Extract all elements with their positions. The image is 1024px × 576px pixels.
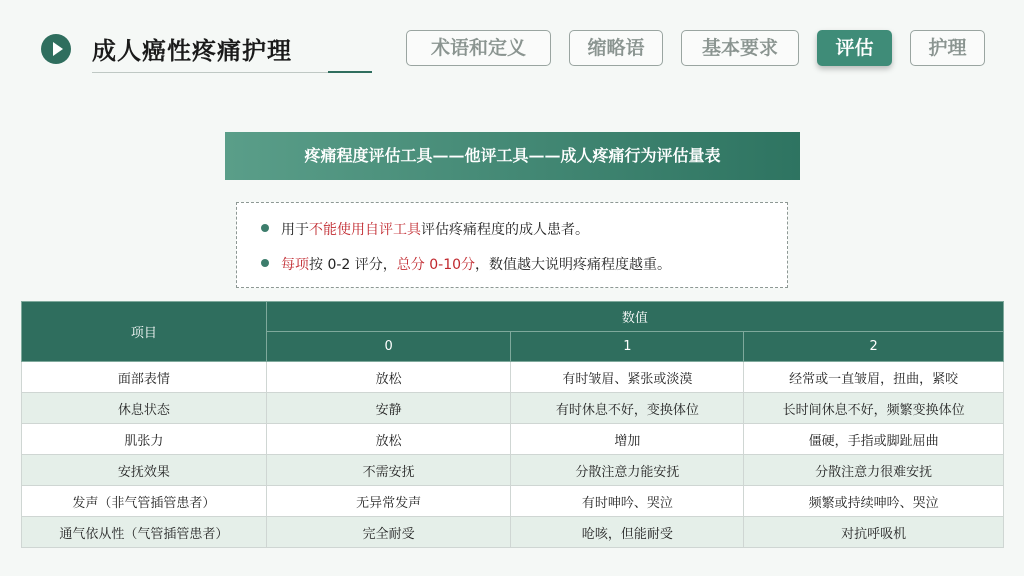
pain-scale-table bbox=[21, 301, 1004, 548]
cell-score-2: 僵硬，手指或脚趾屈曲 bbox=[744, 424, 1004, 455]
tab-nursing[interactable]: 护理 bbox=[910, 30, 985, 66]
bullet-icon bbox=[261, 224, 269, 232]
play-icon bbox=[41, 34, 71, 64]
cell-score-1: 分散注意力能安抚 bbox=[511, 455, 744, 486]
note-scoring-t1: 按 0-2 评分， bbox=[309, 257, 397, 273]
cell-item: 通气依从性（气管插管患者） bbox=[22, 517, 267, 548]
note-scoring-hl1: 每项 bbox=[281, 257, 309, 273]
note-usage-prefix: 用于 bbox=[281, 222, 309, 238]
cell-score-2: 对抗呼吸机 bbox=[744, 517, 1004, 548]
cell-item: 发声（非气管插管患者） bbox=[22, 486, 267, 517]
note-usage-suffix: 评估疼痛程度的成人患者。 bbox=[421, 222, 589, 238]
cell-score-1: 有时休息不好，变换体位 bbox=[511, 393, 744, 424]
tab-terms-definitions[interactable]: 术语和定义 bbox=[406, 30, 551, 66]
cell-score-0: 不需安抚 bbox=[266, 455, 511, 486]
cell-score-2: 分散注意力很难安抚 bbox=[744, 455, 1004, 486]
cell-score-2: 长时间休息不好，频繁变换体位 bbox=[744, 393, 1004, 424]
notes-box bbox=[236, 202, 788, 288]
note-scoring-t2: ，数值越大说明疼痛程度越重。 bbox=[475, 257, 672, 273]
note-usage-highlight: 不能使用自评工具 bbox=[309, 222, 421, 238]
cell-item: 面部表情 bbox=[22, 362, 267, 393]
header-score-2: 2 bbox=[744, 332, 1004, 362]
bullet-icon bbox=[261, 259, 269, 267]
cell-score-0: 放松 bbox=[266, 362, 511, 393]
tab-basic-requirements[interactable]: 基本要求 bbox=[681, 30, 799, 66]
table-row bbox=[22, 455, 1004, 486]
cell-item: 肌张力 bbox=[22, 424, 267, 455]
cell-score-1: 呛咳，但能耐受 bbox=[511, 517, 744, 548]
cell-score-0: 无异常发声 bbox=[266, 486, 511, 517]
table-row bbox=[22, 393, 1004, 424]
cell-score-2: 经常或一直皱眉，扭曲，紧咬 bbox=[744, 362, 1004, 393]
header-item: 项目 bbox=[22, 302, 267, 362]
note-usage bbox=[261, 219, 589, 239]
section-banner: 疼痛程度评估工具——他评工具——成人疼痛行为评估量表 bbox=[225, 132, 800, 180]
cell-score-1: 增加 bbox=[511, 424, 744, 455]
tab-assessment[interactable]: 评估 bbox=[817, 30, 892, 66]
header-value: 数值 bbox=[266, 302, 1003, 332]
table-row bbox=[22, 424, 1004, 455]
cell-item: 安抚效果 bbox=[22, 455, 267, 486]
cell-score-0: 安静 bbox=[266, 393, 511, 424]
cell-score-1: 有时皱眉、紧张或淡漠 bbox=[511, 362, 744, 393]
table-row bbox=[22, 517, 1004, 548]
note-scoring bbox=[261, 254, 671, 274]
page-title: 成人癌性疼痛护理 bbox=[92, 36, 292, 65]
table-row bbox=[22, 362, 1004, 393]
cell-score-1: 有时呻吟、哭泣 bbox=[511, 486, 744, 517]
cell-score-2: 频繁或持续呻吟、哭泣 bbox=[744, 486, 1004, 517]
cell-item: 休息状态 bbox=[22, 393, 267, 424]
title-underline-accent bbox=[328, 71, 372, 73]
tab-abbreviations[interactable]: 缩略语 bbox=[569, 30, 663, 66]
top-bar bbox=[0, 0, 1024, 90]
cell-score-0: 放松 bbox=[266, 424, 511, 455]
cell-score-0: 完全耐受 bbox=[266, 517, 511, 548]
note-scoring-hl2: 总分 0-10分 bbox=[396, 257, 476, 273]
table-row bbox=[22, 486, 1004, 517]
header-score-1: 1 bbox=[511, 332, 744, 362]
header-score-0: 0 bbox=[266, 332, 511, 362]
